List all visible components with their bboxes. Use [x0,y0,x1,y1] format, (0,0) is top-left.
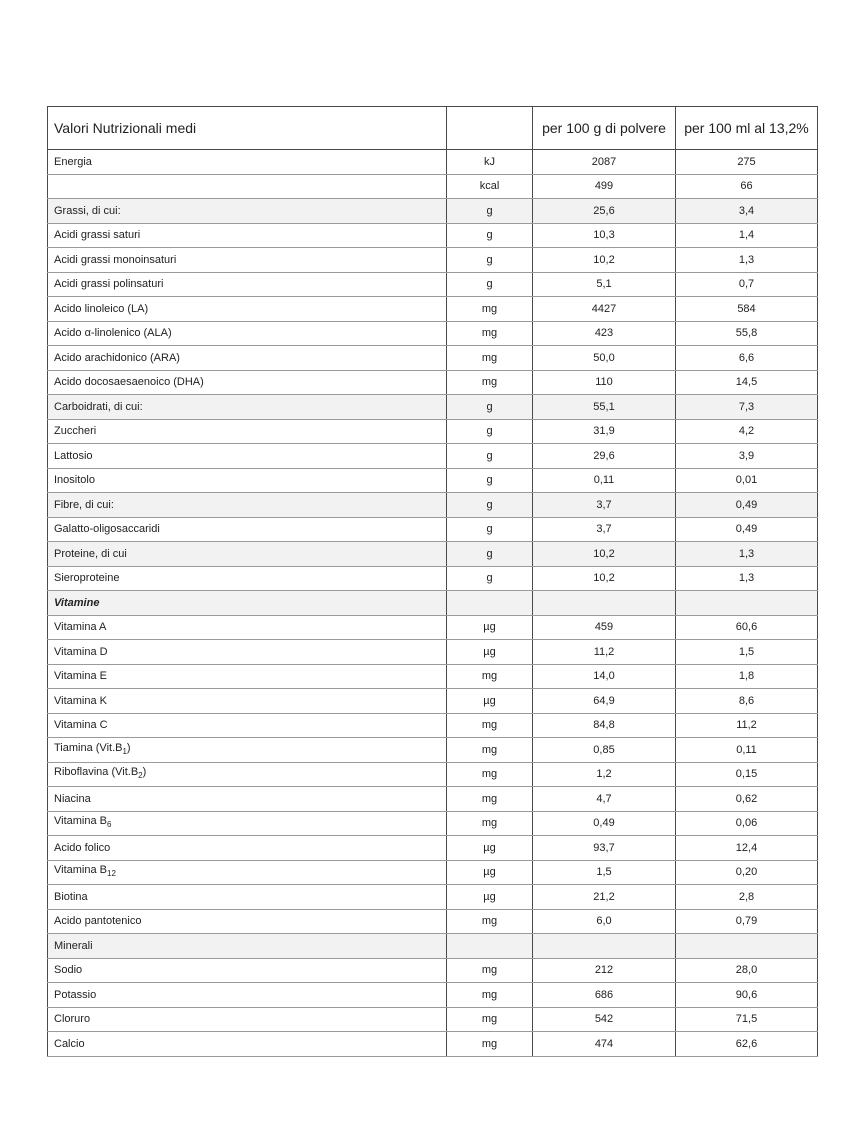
per-100g-cell: 2087 [533,150,676,175]
per-100g-cell: 14,0 [533,664,676,689]
nutrient-name [48,517,447,542]
nutrient-name-text: Grassi, di cui: [54,204,121,217]
nutrient-name [48,983,447,1008]
table-row [48,272,818,297]
per-100g-cell: 64,9 [533,689,676,714]
unit-cell: mg [447,762,533,787]
per-100ml-cell: 90,6 [676,983,818,1008]
nutrient-name [48,199,447,224]
nutrient-name-text: Carboidrati, di cui: [54,400,143,413]
nutrient-name [48,615,447,640]
nutrient-name [48,444,447,469]
nutrient-name [48,542,447,567]
unit-cell: mg [447,297,533,322]
per-100g-cell: 110 [533,370,676,395]
nutrient-name-text: Niacina [54,792,91,805]
unit-cell: mg [447,713,533,738]
nutrient-name-text: Acidi grassi monoinsaturi [54,253,177,266]
unit-header [447,107,533,150]
table-row [48,517,818,542]
unit-cell: mg [447,958,533,983]
nutrient-name [48,468,447,493]
per-100ml-cell: 14,5 [676,370,818,395]
per-100g-cell: 4427 [533,297,676,322]
table-row [48,566,818,591]
per-100g-cell: 10,2 [533,542,676,567]
unit-cell: g [447,272,533,297]
table-row [48,199,818,224]
per-100ml-cell: 0,06 [676,811,818,836]
table-row [48,1007,818,1032]
nutrient-name-text: Vitamina E [54,670,107,683]
per-100g-cell: 93,7 [533,836,676,861]
nutrient-name-text: Proteine, di cui [54,547,127,560]
per-100ml-cell: 8,6 [676,689,818,714]
unit-cell: mg [447,983,533,1008]
table-title: Valori Nutrizionali medi [48,107,447,150]
nutrient-name [48,738,447,763]
per-100ml-cell: 2,8 [676,885,818,910]
nutrient-name [48,493,447,518]
unit-cell: g [447,468,533,493]
nutrient-name [48,640,447,665]
table-row [48,762,818,787]
nutrient-name [48,860,447,885]
table-row [48,860,818,885]
per-100g-cell: 1,2 [533,762,676,787]
table-row [48,909,818,934]
nutrient-name-text: Acidi grassi polinsaturi [54,278,164,291]
per-100ml-cell: 3,9 [676,444,818,469]
nutrient-name-text: Lattosio [54,449,93,462]
table-row [48,591,818,616]
per-100ml-cell: 0,15 [676,762,818,787]
per-100g-cell: 0,49 [533,811,676,836]
nutrient-name [48,566,447,591]
nutrient-name-text: Vitamina D [54,645,108,658]
nutrient-name [48,958,447,983]
per-100ml-cell: 1,3 [676,248,818,273]
per-100ml-cell [676,591,818,616]
nutrient-name [48,395,447,420]
table-row [48,419,818,444]
table-row [48,223,818,248]
per-100g-cell: 1,5 [533,860,676,885]
per-100ml-cell: 28,0 [676,958,818,983]
nutrient-name [48,836,447,861]
per-100g-cell: 0,85 [533,738,676,763]
nutrition-table [47,106,818,1057]
per-100g-cell: 50,0 [533,346,676,371]
unit-cell: kcal [447,174,533,199]
unit-cell: mg [447,346,533,371]
per-100g-cell: 21,2 [533,885,676,910]
nutrient-name-text: Acido linoleico (LA) [54,302,149,315]
nutrient-name-text: Cloruro [54,1013,91,1026]
nutrient-name-text: Acido arachidonico (ARA) [54,351,180,364]
table-row [48,983,818,1008]
per-100ml-cell: 275 [676,150,818,175]
per-100ml-cell: 0,01 [676,468,818,493]
nutrient-name [48,689,447,714]
unit-cell [447,591,533,616]
table-row [48,958,818,983]
nutrient-name-suffix: ) [126,741,131,754]
nutrient-name-text: Vitamine [54,596,100,609]
per-100g-cell: 29,6 [533,444,676,469]
table-row [48,640,818,665]
unit-cell: g [447,395,533,420]
nutrient-name [48,297,447,322]
table-row [48,615,818,640]
table-row [48,787,818,812]
table-row [48,885,818,910]
unit-cell: µg [447,885,533,910]
per-100ml-cell: 71,5 [676,1007,818,1032]
per-100g-cell: 6,0 [533,909,676,934]
unit-cell: kJ [447,150,533,175]
per-100ml-cell: 55,8 [676,321,818,346]
nutrient-name [48,346,447,371]
per-100ml-cell: 7,3 [676,395,818,420]
per-100ml-cell: 1,3 [676,566,818,591]
per-100ml-cell: 0,79 [676,909,818,934]
per-100g-header: per 100 g di polvere [533,107,676,150]
nutrient-subscript: 6 [107,820,112,830]
energy-row-kj [48,150,818,175]
nutrient-name [48,664,447,689]
per-100ml-cell: 0,7 [676,272,818,297]
unit-cell: mg [447,811,533,836]
unit-cell: mg [447,909,533,934]
nutrient-subscript: 1 [122,746,127,756]
table-row [48,713,818,738]
nutrient-name-suffix: ) [142,766,147,779]
table-row [48,689,818,714]
unit-cell: mg [447,787,533,812]
per-100g-cell [533,934,676,959]
nutrient-name-text: Acido α-linolenico (ALA) [54,327,172,340]
nutrient-name [48,591,447,616]
energy-row-kcal [48,174,818,199]
table-row [48,346,818,371]
table-header-row [48,107,818,150]
per-100ml-header: per 100 ml al 13,2% [676,107,818,150]
nutrient-name-text: Biotina [54,890,88,903]
per-100g-cell: 4,7 [533,787,676,812]
nutrient-subscript: 12 [107,869,116,879]
nutrient-name-text: Acido docosaesaenoico (DHA) [54,376,204,389]
per-100g-cell: 31,9 [533,419,676,444]
table-row [48,811,818,836]
per-100ml-cell: 0,49 [676,493,818,518]
nutrient-name [48,713,447,738]
nutrient-name [48,787,447,812]
unit-cell: µg [447,836,533,861]
nutrient-name-text: Potassio [54,988,97,1001]
table-row [48,370,818,395]
unit-cell: mg [447,1032,533,1057]
nutrient-name [48,370,447,395]
per-100g-cell: 423 [533,321,676,346]
nutrient-name-text: Calcio [54,1037,85,1050]
per-100ml-cell: 60,6 [676,615,818,640]
nutrient-name [48,1007,447,1032]
per-100g-cell: 5,1 [533,272,676,297]
nutrient-name-text: Inositolo [54,474,95,487]
unit-cell: g [447,517,533,542]
per-100g-cell: 474 [533,1032,676,1057]
nutrient-name-text: Vitamina C [54,719,108,732]
table-row [48,738,818,763]
per-100ml-cell: 1,5 [676,640,818,665]
nutrient-name-text: Acido pantotenico [54,915,142,928]
nutrient-subscript: 2 [138,771,143,781]
unit-cell: mg [447,738,533,763]
nutrient-name-text: Sodio [54,964,83,977]
energy-label: Energia [48,150,447,175]
unit-cell: mg [447,321,533,346]
nutrient-name-text: Minerali [54,939,93,952]
nutrient-name-text: Galatto-oligosaccaridi [54,523,160,536]
energy-label-continued [48,174,447,199]
per-100g-cell [533,591,676,616]
unit-cell: µg [447,689,533,714]
per-100g-cell: 55,1 [533,395,676,420]
unit-cell: mg [447,370,533,395]
unit-cell: µg [447,640,533,665]
unit-cell: g [447,419,533,444]
per-100g-cell: 10,2 [533,566,676,591]
per-100ml-cell: 11,2 [676,713,818,738]
per-100ml-cell: 0,49 [676,517,818,542]
nutrient-name-text: Acido folico [54,841,111,854]
per-100g-cell: 10,2 [533,248,676,273]
nutrient-name [48,223,447,248]
per-100g-cell: 10,3 [533,223,676,248]
per-100ml-cell: 66 [676,174,818,199]
per-100g-cell: 3,7 [533,493,676,518]
table-row [48,297,818,322]
nutrient-name [48,934,447,959]
per-100ml-cell: 62,6 [676,1032,818,1057]
nutrient-name-text: Zuccheri [54,425,97,438]
per-100g-cell: 84,8 [533,713,676,738]
unit-cell: mg [447,1007,533,1032]
per-100g-cell: 542 [533,1007,676,1032]
per-100ml-cell: 4,2 [676,419,818,444]
table-row [48,395,818,420]
unit-cell [447,934,533,959]
per-100g-cell: 459 [533,615,676,640]
nutrient-name [48,811,447,836]
table-row [48,1032,818,1057]
nutrient-name-text: Fibre, di cui: [54,498,114,511]
per-100ml-cell: 1,8 [676,664,818,689]
nutrient-name [48,419,447,444]
nutrient-name-text: Riboflavina (Vit.B [54,766,139,779]
unit-cell: g [447,566,533,591]
per-100ml-cell: 0,20 [676,860,818,885]
nutrient-name [48,272,447,297]
table-row [48,248,818,273]
per-100ml-cell: 6,6 [676,346,818,371]
table-row [48,321,818,346]
unit-cell: g [447,542,533,567]
per-100ml-cell [676,934,818,959]
nutrient-name-text: Vitamina K [54,694,107,707]
per-100g-cell: 0,11 [533,468,676,493]
unit-cell: g [447,493,533,518]
per-100ml-cell: 1,4 [676,223,818,248]
table-row [48,493,818,518]
nutrient-name-text: Acidi grassi saturi [54,229,141,242]
per-100g-cell: 499 [533,174,676,199]
nutrient-name [48,248,447,273]
per-100ml-cell: 0,62 [676,787,818,812]
table-row [48,542,818,567]
per-100ml-cell: 12,4 [676,836,818,861]
nutrient-name [48,321,447,346]
table-row [48,468,818,493]
per-100g-cell: 212 [533,958,676,983]
per-100g-cell: 3,7 [533,517,676,542]
per-100ml-cell: 3,4 [676,199,818,224]
nutrient-name [48,885,447,910]
table-row [48,444,818,469]
unit-cell: g [447,444,533,469]
nutrient-name-text: Vitamina B [54,864,107,877]
table-row [48,934,818,959]
nutrient-name [48,909,447,934]
per-100ml-cell: 1,3 [676,542,818,567]
nutrient-name-text: Sieroproteine [54,572,120,585]
unit-cell: µg [447,615,533,640]
table-row [48,836,818,861]
per-100g-cell: 25,6 [533,199,676,224]
per-100g-cell: 11,2 [533,640,676,665]
per-100ml-cell: 0,11 [676,738,818,763]
unit-cell: g [447,199,533,224]
nutrient-name [48,762,447,787]
per-100ml-cell: 584 [676,297,818,322]
table-row [48,664,818,689]
per-100g-cell: 686 [533,983,676,1008]
nutrient-name-text: Vitamina B [54,815,107,828]
unit-cell: mg [447,664,533,689]
unit-cell: µg [447,860,533,885]
nutrient-name-text: Tiamina (Vit.B [54,741,123,754]
nutrient-name-text: Vitamina A [54,621,107,634]
nutrient-name [48,1032,447,1057]
unit-cell: g [447,223,533,248]
unit-cell: g [447,248,533,273]
